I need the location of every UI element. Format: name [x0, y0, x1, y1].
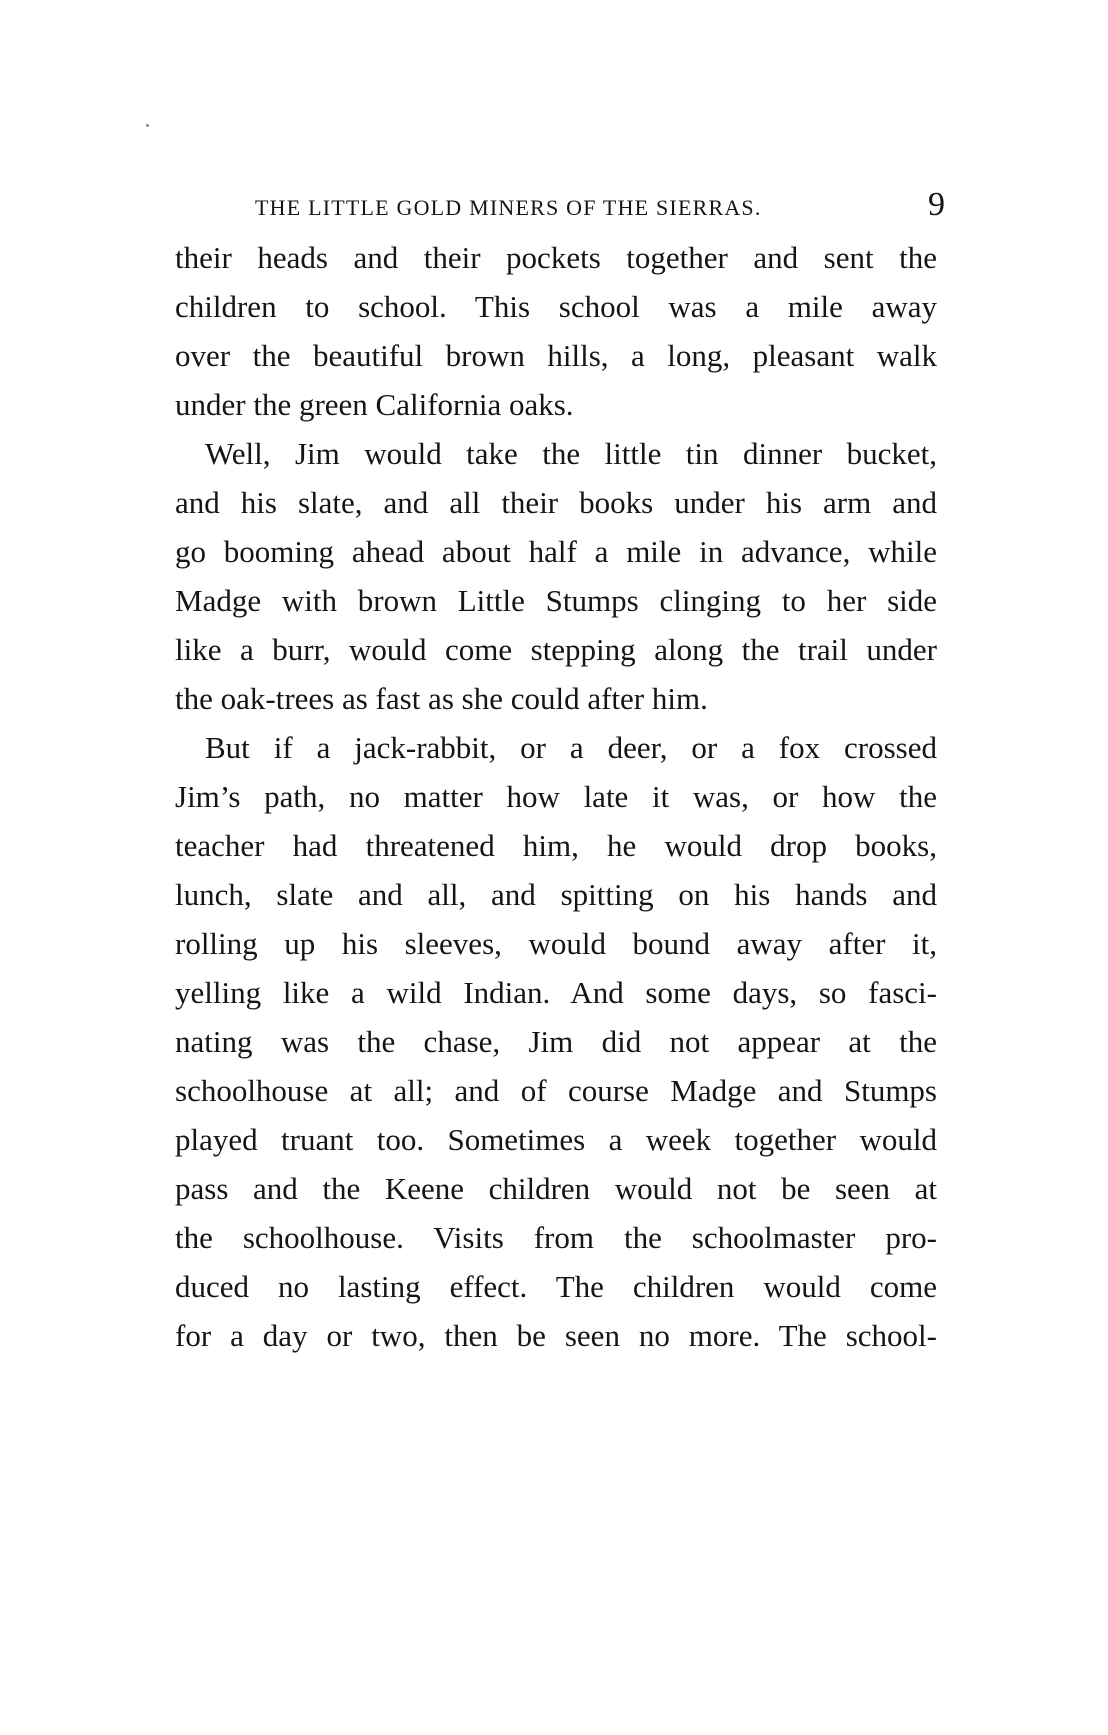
text-line: teacher had threatened him, he would drop books,: [175, 828, 937, 863]
text-line: pass and the Keene children would not be seen at: [175, 1171, 937, 1206]
paper-speck: [146, 124, 149, 127]
text-line: duced no lasting effect. The children would come: [175, 1269, 937, 1304]
text-line: rolling up his sleeves, would bound away after it,: [175, 926, 937, 961]
running-head: THE LITTLE GOLD MINERS OF THE SIERRAS.: [255, 195, 762, 220]
text-line: their heads and their pockets together and sent the: [175, 240, 937, 275]
text-line: yelling like a wild Indian. And some days, so fasci-: [175, 975, 937, 1010]
text-line: the schoolhouse. Visits from the schoolmaster pro-: [175, 1220, 937, 1255]
text-line: under the green California oaks.: [175, 387, 574, 422]
text-line: nating was the chase, Jim did not appear at the: [175, 1024, 937, 1059]
text-line: lunch, slate and all, and spitting on his hands and: [175, 877, 937, 912]
text-line: schoolhouse at all; and of course Madge and Stumps: [175, 1073, 937, 1108]
text-line: But if a jack-rabbit, or a deer, or a fox crossed: [205, 730, 937, 765]
page-header: [175, 188, 945, 228]
text-line: the oak-trees as fast as she could after him.: [175, 681, 708, 716]
text-line: like a burr, would come stepping along the trail under: [175, 632, 937, 667]
page-number: 9: [928, 186, 945, 223]
text-line: and his slate, and all their books under his arm and: [175, 485, 937, 520]
text-line: children to school. This school was a mile away: [175, 289, 937, 324]
text-line: for a day or two, then be seen no more. The school-: [175, 1318, 937, 1353]
text-line: go booming ahead about half a mile in advance, while: [175, 534, 937, 569]
text-line: Jim’s path, no matter how late it was, or how the: [175, 779, 937, 814]
text-line: Well, Jim would take the little tin dinner bucket,: [205, 436, 937, 471]
text-line: Madge with brown Little Stumps clinging to her side: [175, 583, 937, 618]
text-line: over the beautiful brown hills, a long, pleasant walk: [175, 338, 937, 373]
text-line: played truant too. Sometimes a week together would: [175, 1122, 937, 1157]
